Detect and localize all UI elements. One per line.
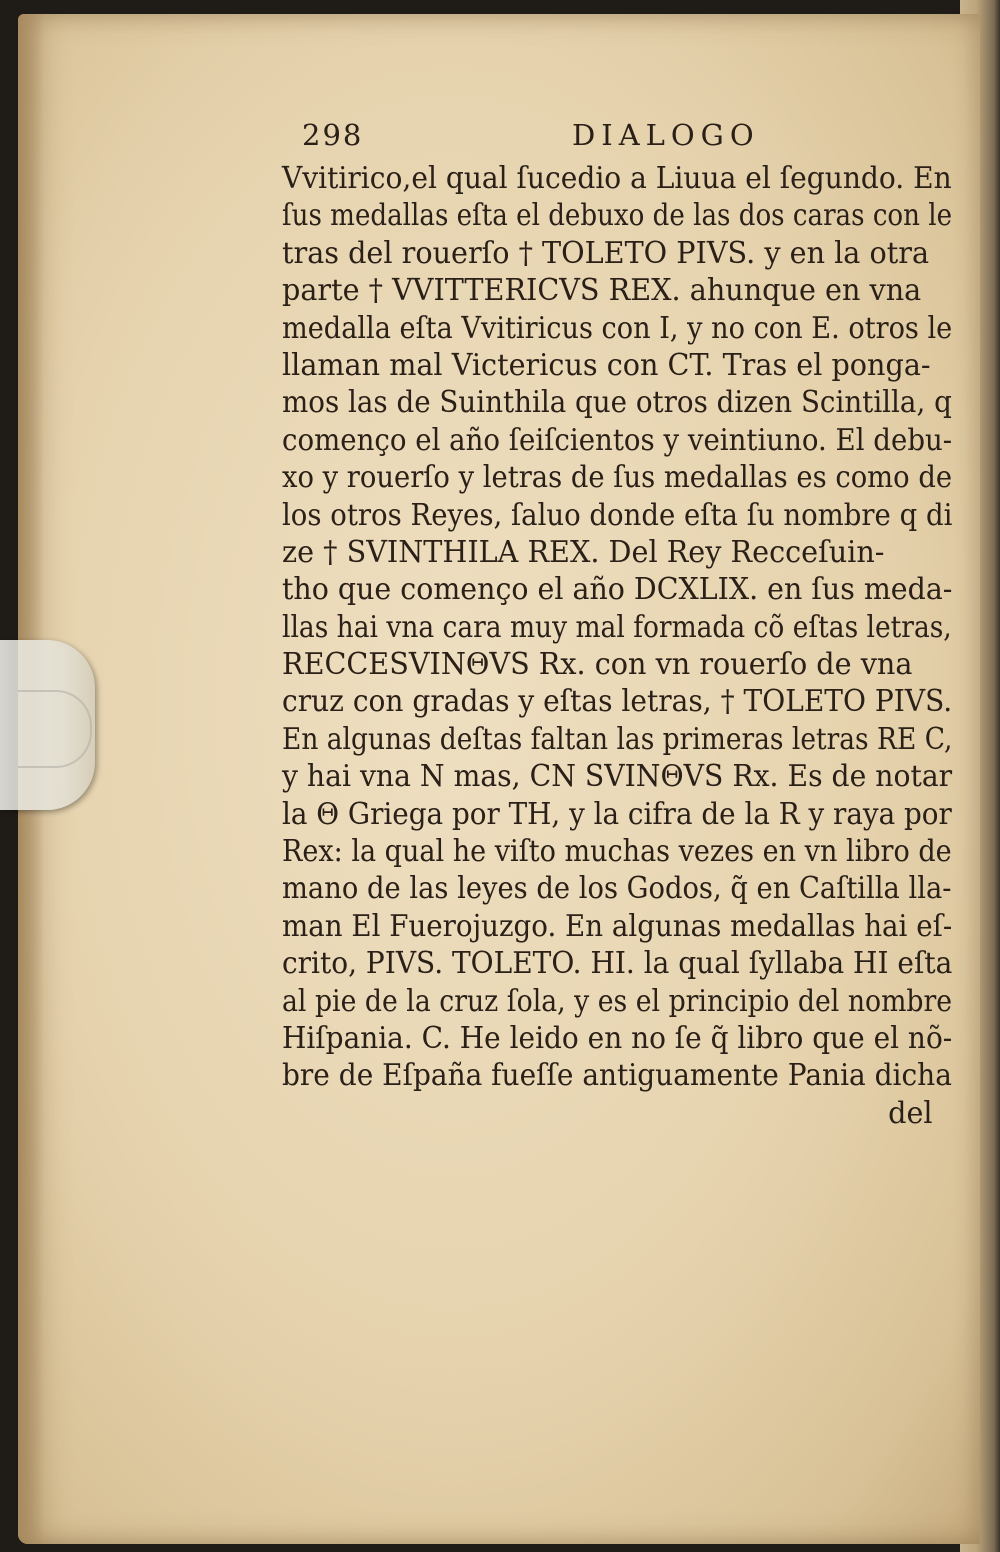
text-line: mos las de Suinthila que otros dizen Scintilla, q <box>282 385 952 420</box>
text-line: En algunas deſtas faltan las primeras letras RE C, <box>282 721 953 756</box>
text-line: ze † SVINTHILA REX. Del Rey Recceſuin- <box>282 534 885 569</box>
text-line: mano de las leyes de los Godos, q̃ en Caſtilla lla- <box>282 871 952 906</box>
text-line: y hai vna N mas, CN SVINΘVS Rx. Es de notar <box>282 759 953 794</box>
text-line: cruz con gradas y eſtas letras, † TOLETO PIVS. <box>282 684 953 719</box>
text-line: RECCESVINΘVS Rx. con vn rouerſo de vna <box>282 647 913 682</box>
text-line: man El Fuerojuzgo. En algunas medallas hai eſ- <box>282 908 953 943</box>
body-text <box>282 160 972 1132</box>
page-clip-edge <box>18 690 92 768</box>
text-line: crito, PIVS. TOLETO. HI. la qual ſyllaba HI eſta <box>282 946 953 981</box>
catchword: del <box>888 1095 933 1130</box>
text-line: tras del rouerſo † TOLETO PIVS. y en la otra <box>282 235 930 270</box>
text-line: bre de Eſpaña fueſſe antiguamente Pania dicha <box>282 1058 952 1093</box>
running-title: DIALOGO <box>572 118 760 152</box>
text-line: Vvitirico,el qual ſucedio a Liuua el ſegundo. En <box>282 161 952 195</box>
text-line: ſus medallas eſta el debuxo de las dos caras con le <box>282 198 953 233</box>
text-line: xo y rouerſo y letras de ſus medallas es como de <box>282 460 953 495</box>
text-line: Hiſpania. C. He leido en no ſe q̃ libro que el nõ- <box>282 1020 953 1055</box>
page-header <box>282 118 972 160</box>
text-line: llas hai vna cara muy mal formada cõ eſtas letras, <box>282 609 952 644</box>
text-line: començo el año ſeiſcientos y veintiuno. El debu- <box>282 422 953 457</box>
text-line: los otros Reyes, ſaluo donde eſta ſu nombre q di <box>282 497 953 532</box>
text-line: tho que començo el año DCXLIX. en ſus meda- <box>282 572 953 607</box>
text-line: parte † VVITTERICVS REX. ahunque en vna <box>282 273 922 308</box>
text-block <box>282 118 972 1132</box>
text-line: Rex: la qual he viſto muchas vezes en vn libro de <box>282 834 952 869</box>
text-line: medalla eſta Vvitiricus con I, y no con E. otros le <box>282 310 953 345</box>
text-line: llaman mal Victericus con CT. Tras el ponga- <box>282 347 931 382</box>
text-line: al pie de la cruz ſola, y es el principio del nombre <box>282 983 953 1018</box>
page-number: 298 <box>302 118 364 152</box>
text-line: la Θ Griega por TH, y la cifra de la R y raya por <box>282 796 952 831</box>
